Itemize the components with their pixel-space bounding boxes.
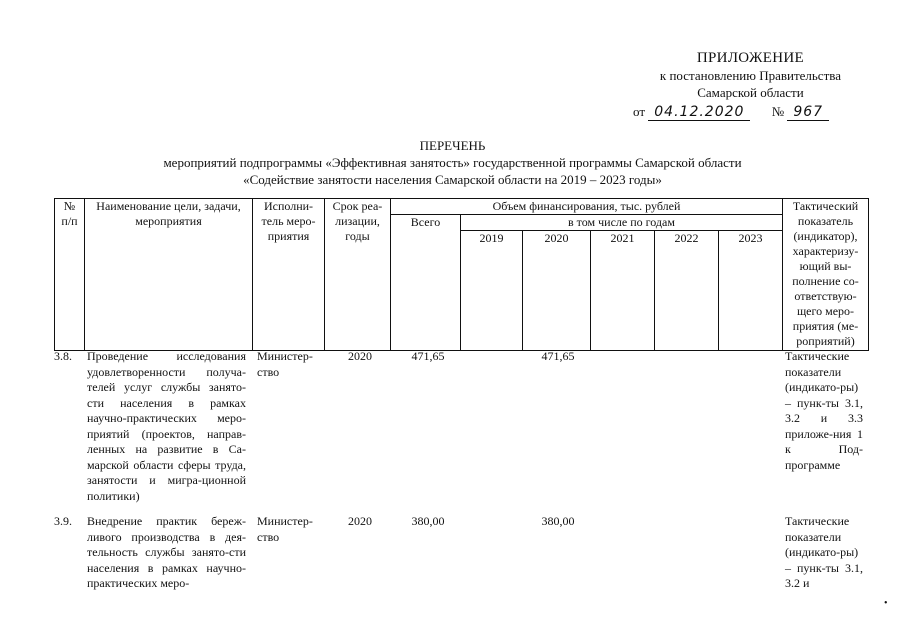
header-year-2023: 2023 bbox=[719, 231, 783, 351]
header-funding: Объем финансирования, тыс. рублей bbox=[391, 199, 783, 215]
handwritten-date: 04.12.2020 bbox=[648, 104, 750, 121]
table-row bbox=[54, 349, 874, 509]
handwritten-number: 967 bbox=[787, 104, 829, 121]
title-line-1: ПЕРЕЧЕНЬ bbox=[419, 138, 486, 153]
header-year-2019: 2019 bbox=[461, 231, 523, 351]
header-year-2022: 2022 bbox=[655, 231, 719, 351]
appendix-line-1: к постановлению Правительства bbox=[659, 68, 841, 83]
row-executor: Министер-ство bbox=[257, 349, 313, 379]
header-year-2020: 2020 bbox=[523, 231, 591, 351]
row-term: 2020 bbox=[348, 349, 372, 363]
row-indicator: Тактические показатели (индикато-ры) – пунк-ты 3.1, 3.2 и bbox=[785, 514, 863, 590]
resolution-date-number bbox=[633, 104, 829, 121]
title-line-3: «Содействие занятости населения Самарской области на 2019 – 2023 годы» bbox=[243, 172, 662, 187]
row-indicator: Тактические показатели (индикато-ры) – пунк-ты 3.1, 3.2 и 3.3 приложе-ния 1 к Под-программе bbox=[785, 349, 863, 472]
row-term: 2020 bbox=[348, 514, 372, 528]
row-2020: 471,65 bbox=[541, 349, 575, 363]
row-name: Внедрение практик береж-ливого производства в дея-тельность службы занято-сти населения в рамках научно-практических меро- bbox=[87, 514, 246, 590]
table-header bbox=[54, 198, 869, 351]
appendix-block bbox=[660, 50, 841, 101]
row-total: 471,65 bbox=[411, 349, 445, 363]
document-title bbox=[0, 137, 905, 188]
header-num: № п/п bbox=[55, 199, 85, 351]
table-row bbox=[54, 514, 874, 594]
number-prefix: № bbox=[771, 104, 785, 119]
row-number: 3.8. bbox=[54, 349, 72, 363]
row-number: 3.9. bbox=[54, 514, 72, 528]
date-prefix: от bbox=[633, 104, 646, 119]
header-indicator: Тактический показатель (индикатор), характеризу-ющий вы-полнение со-ответствую-щего меро-приятия (ме-роприятий) bbox=[783, 199, 869, 351]
title-line-2: мероприятий подпрограммы «Эффективная занятость» государственной программы Самарской области bbox=[163, 155, 742, 170]
header-term: Срок реа-лизации, годы bbox=[325, 199, 391, 351]
header-year-2021: 2021 bbox=[591, 231, 655, 351]
row-total: 380,00 bbox=[411, 514, 445, 528]
row-executor: Министер-ство bbox=[257, 514, 313, 544]
header-total: Всего bbox=[391, 215, 461, 351]
appendix-line-2: Самарской области bbox=[697, 85, 804, 100]
row-2020: 380,00 bbox=[541, 514, 575, 528]
header-executor: Исполни-тель меро-приятия bbox=[253, 199, 325, 351]
row-name: Проведение исследования удовлетворенности получа-телей услуг службы занято-сти населения в рамках научно-практических меро-приятий (проектов, направ-ленных на развитие в Са-марской области сферы труда, занятости и мигра-ционной политики) bbox=[87, 349, 246, 503]
scan-mark: • bbox=[884, 598, 888, 609]
appendix-heading: ПРИЛОЖЕНИЕ bbox=[696, 50, 804, 66]
header-by-years: в том числе по годам bbox=[461, 215, 783, 231]
header-name: Наименование цели, задачи, мероприятия bbox=[85, 199, 253, 351]
